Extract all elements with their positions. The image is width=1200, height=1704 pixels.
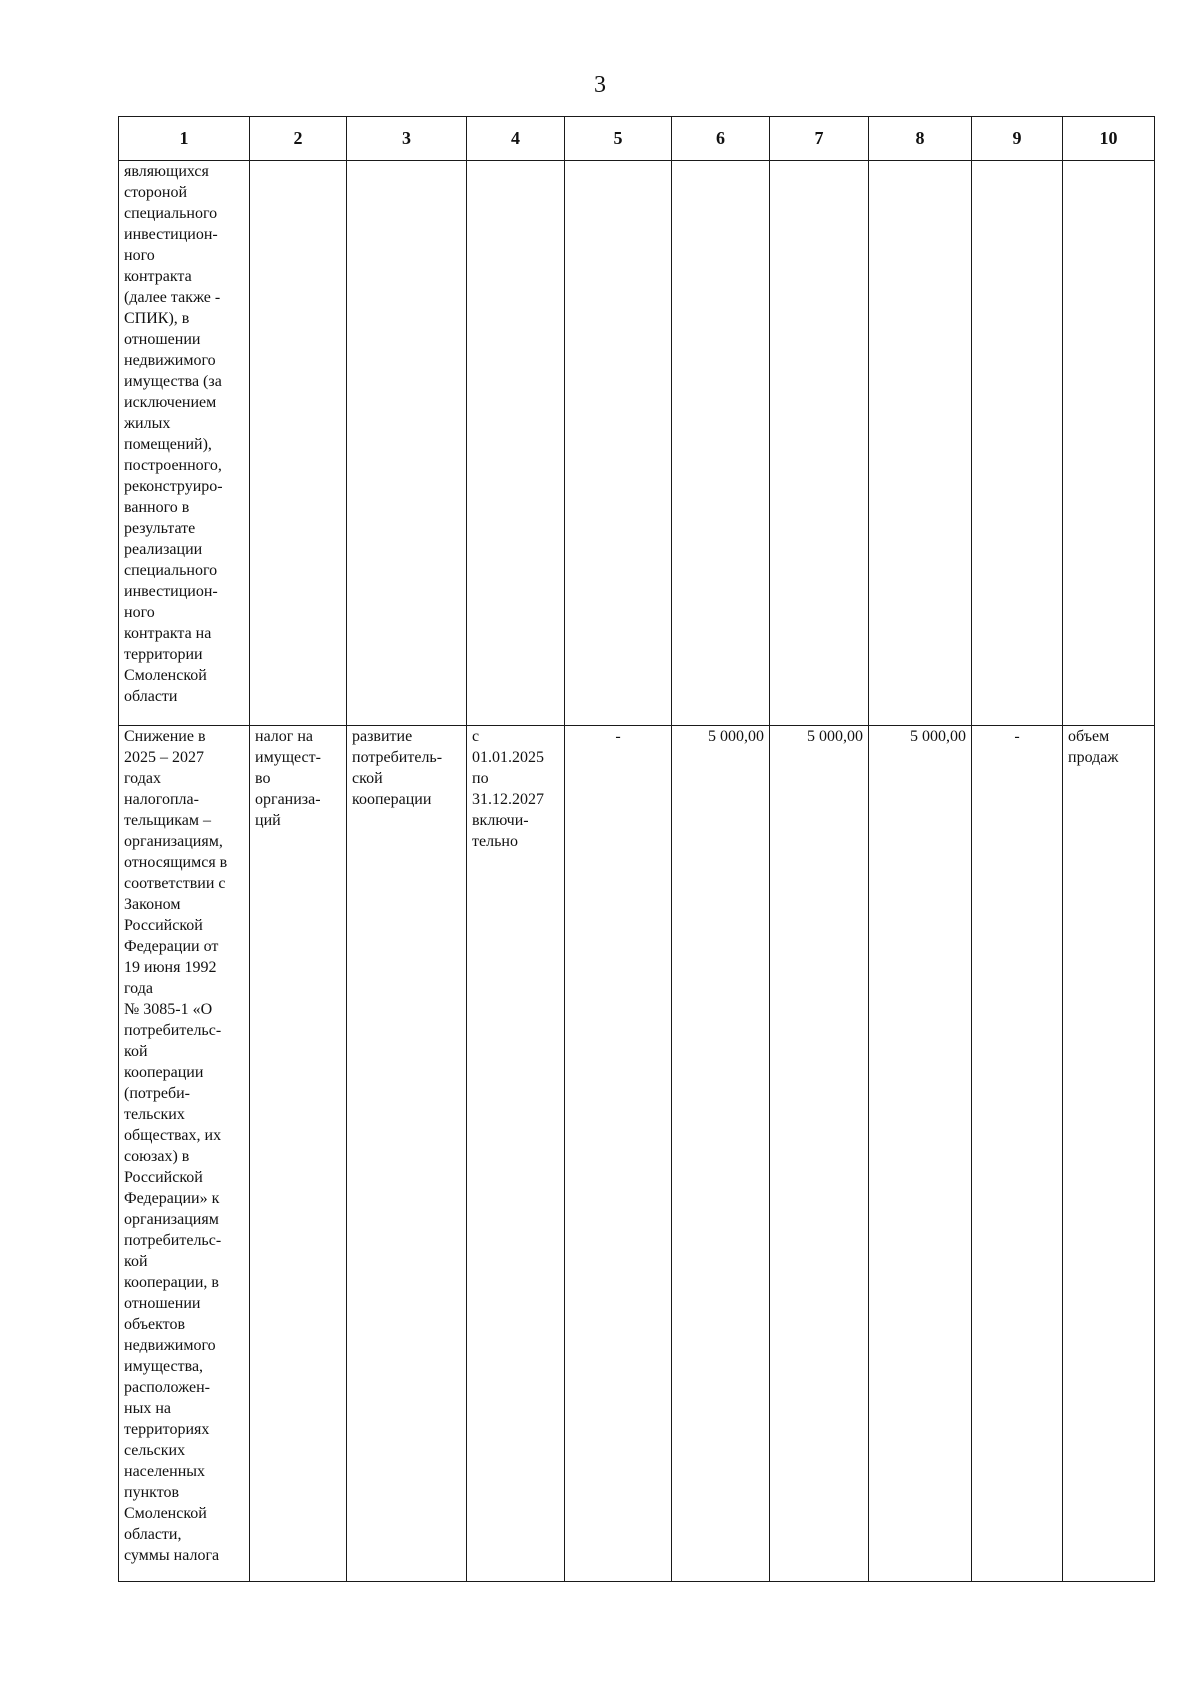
table-cell-col5: - <box>565 726 672 1582</box>
table-cell-col8: 5 000,00 <box>869 726 972 1582</box>
table-cell-tax <box>250 161 347 726</box>
table-cell-col6 <box>672 161 770 726</box>
column-header-6: 6 <box>672 117 770 161</box>
cell-text: объем продаж <box>1068 728 1119 766</box>
table-cell-col7: 5 000,00 <box>770 726 869 1582</box>
table-cell-period <box>467 726 565 1582</box>
column-header-5: 5 <box>565 117 672 161</box>
benefits-table <box>118 116 1155 1582</box>
table-row <box>119 161 1155 726</box>
column-header-7: 7 <box>770 117 869 161</box>
table-cell-col5 <box>565 161 672 726</box>
column-header-2: 2 <box>250 117 347 161</box>
table-cell-col10 <box>1063 161 1155 726</box>
header-row <box>119 117 1155 161</box>
page-number: 3 <box>594 72 606 98</box>
column-header-8: 8 <box>869 117 972 161</box>
table-cell-col7 <box>770 161 869 726</box>
table-cell-col9: - <box>972 726 1063 1582</box>
column-header-4: 4 <box>467 117 565 161</box>
column-header-1: 1 <box>119 117 250 161</box>
table-cell-col9 <box>972 161 1063 726</box>
table-cell-period <box>467 161 565 726</box>
table-cell-col8 <box>869 161 972 726</box>
cell-text: Снижение в 2025 – 2027 годах налогопла- тельщикам – организациям, относящимся в соответствии с Законом Российской Федерации от 19 июня 1992 года № 3085-1 «О потребительс- кой кооперации (потреби- тельских обществах, их союзах) в Российской Федерации» к организациям потребительс- кой кооперации, в отношении объектов недвижимого имущества, расположен- ных на территориях сельских населенных пунктов Смоленской области, суммы налога <box>124 728 228 1564</box>
column-header-10: 10 <box>1063 117 1155 161</box>
table-cell-col6: 5 000,00 <box>672 726 770 1582</box>
table-cell-goal <box>347 161 467 726</box>
table-cell-description <box>119 726 250 1582</box>
table-row <box>119 726 1155 1582</box>
table-cell-goal <box>347 726 467 1582</box>
table-cell-col10 <box>1063 726 1155 1582</box>
cell-text: развитие потребитель- ской кооперации <box>352 728 443 808</box>
cell-text: являющихся стороной специального инвестицион- ного контракта (далее также - СПИК), в отношении недвижимого имущества (за исключением жилых помещений), построенного, реконструиро- ванного в результате реализации специального инвестицион- ного контракта на территории Смоленской области <box>124 163 223 705</box>
table-cell-tax <box>250 726 347 1582</box>
cell-text: налог на имущест- во организа- ций <box>255 728 321 829</box>
table-cell-description <box>119 161 250 726</box>
cell-text: с 01.01.2025 по 31.12.2027 включи- тельно <box>472 728 544 850</box>
column-header-9: 9 <box>972 117 1063 161</box>
column-header-3: 3 <box>347 117 467 161</box>
